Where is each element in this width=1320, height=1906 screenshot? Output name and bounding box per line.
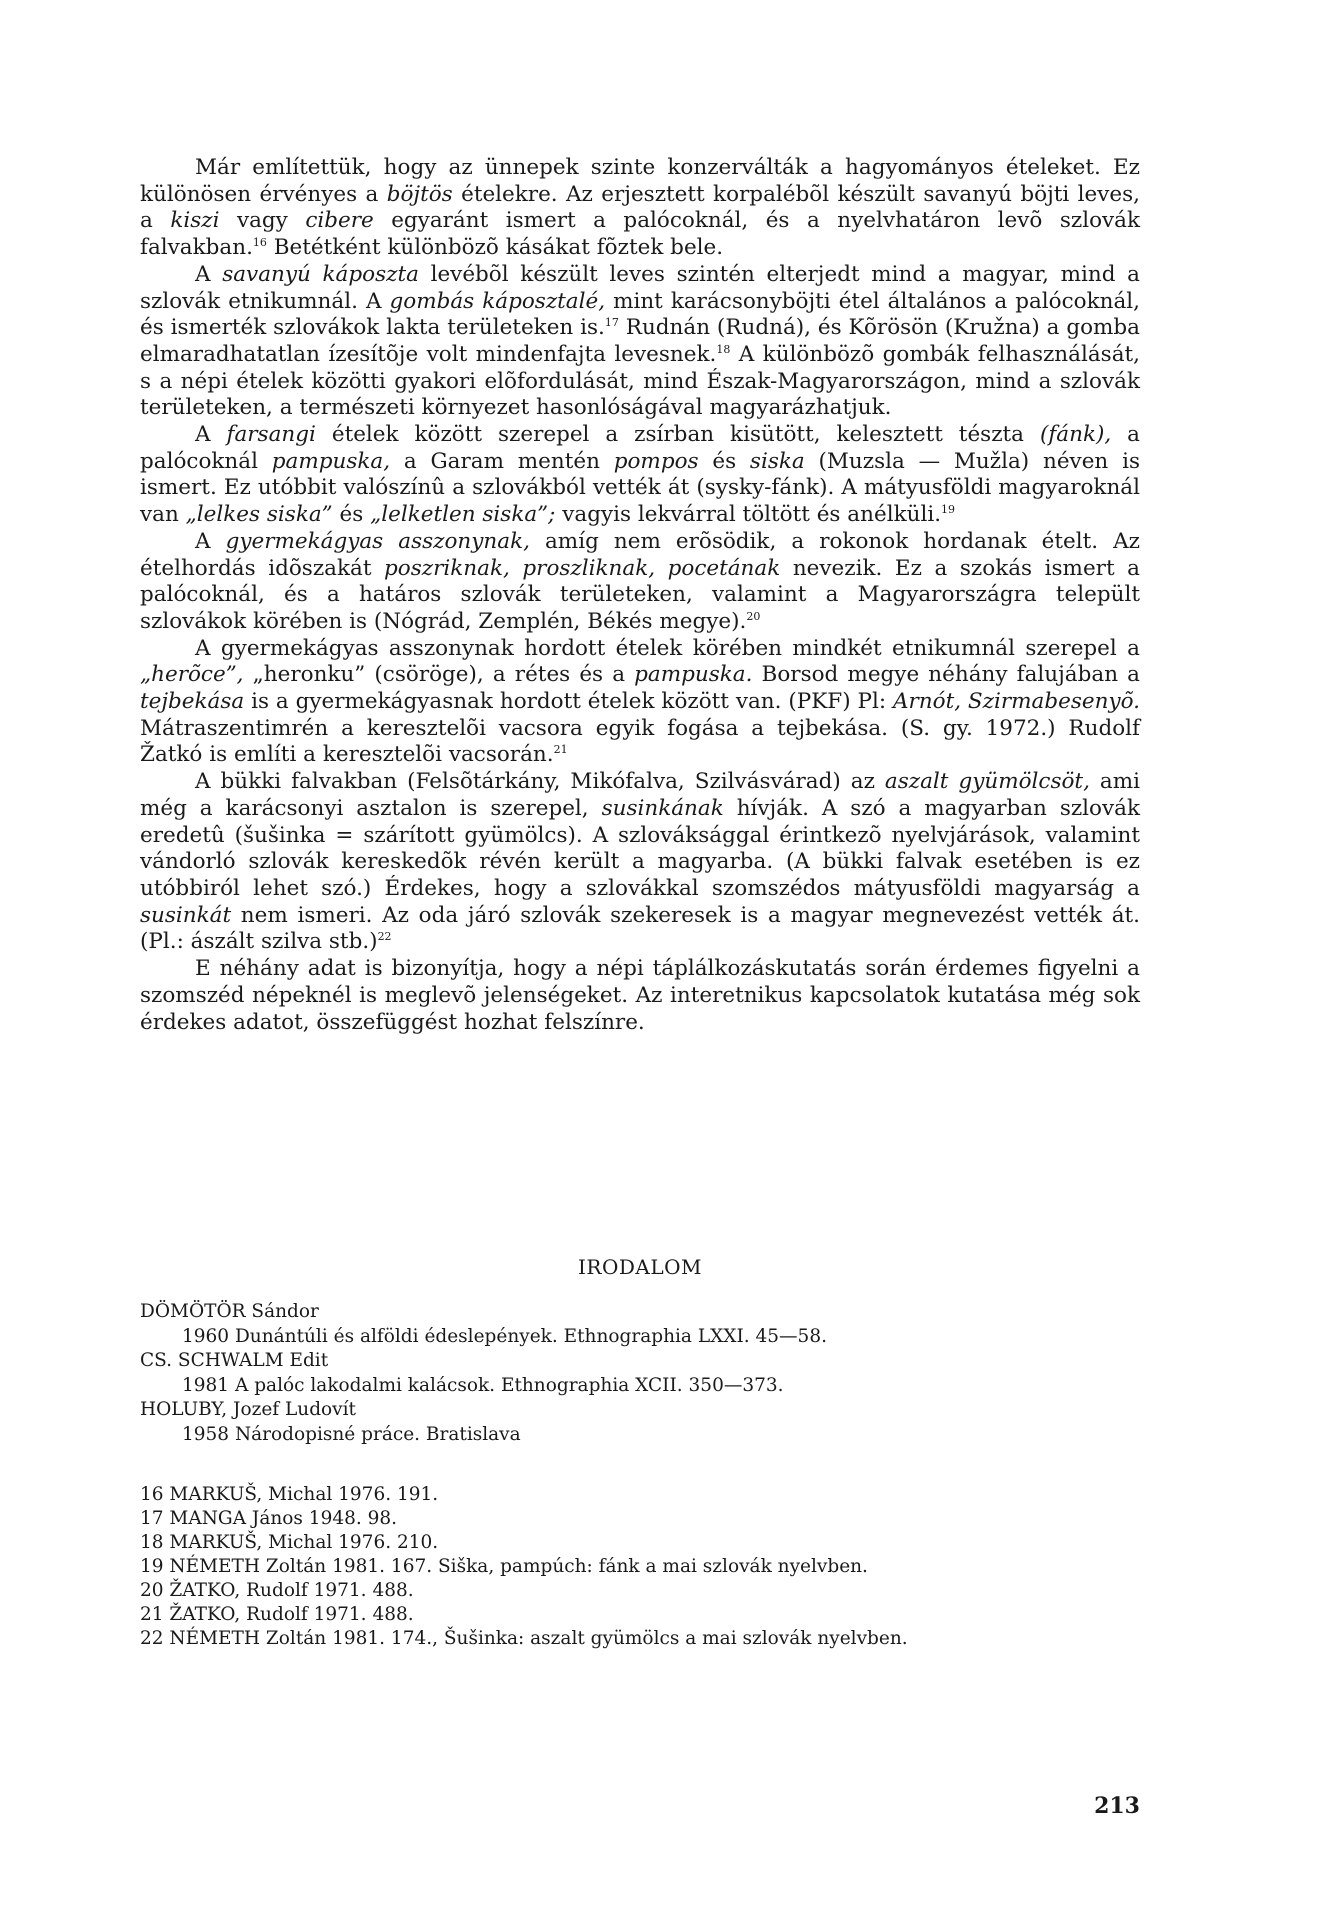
paragraph [140,529,1140,636]
text-run: A [195,261,223,287]
footnote: 18 MARKUŠ, Michal 1976. 210. [140,1532,439,1553]
italic-term: siska [749,448,805,474]
text-run: a Garam mentén [390,448,614,474]
italic-term: susinkát [140,902,232,928]
italic-term: gyermekágyas asszonynak, [225,528,530,554]
italic-term: poszriknak, proszliknak, pocetának [384,555,781,581]
text-run: Rudnán (Rudná), és Kõrösön (Kružna) a gomba elmaradhatatlan ízesítõje volt mindenfajta levesnek. [140,315,1140,367]
paragraph [140,422,1140,529]
italic-term: savanyú káposzta [222,261,419,287]
footnote-ref: 21 [553,743,568,757]
text-run: Már említettük, hogy az ünnepek szinte konzerválták a hagyományos ételeket. Ez különösen érvényes a [140,155,1140,207]
text-run: mint karácsonyböjti étel általános a palócoknál, és ismerték szlovákok lakta területeken is. [140,288,1141,341]
ref-entry: 1960 Dunántúli és alföldi édeslepények. Ethnographia LXXI. 45—58. [182,1325,827,1347]
italic-term: kiszi [170,208,220,234]
text-run: A gyermekágyas asszonynak hordott ételek körében mindkét etnikumnál szerepel a [195,635,1140,661]
italic-term: „lelkes siska” [185,502,333,528]
paragraph [140,262,1140,422]
footnotes [140,1483,1140,1651]
text-run: vagyis lekvárral töltött és anélküli. [555,502,942,528]
italic-term: gombás káposztalé, [389,288,606,314]
footnote: 22 NÉMETH Zoltán 1981. 174., Šušinka: aszalt gyümölcs a mai szlovák nyelvben. [140,1628,908,1649]
footnote-ref: 19 [941,502,956,516]
italic-term: susinkának [601,795,724,821]
italic-term: tejbekása [140,689,245,715]
ref-author: HOLUBY, Jozef Ludovít [140,1399,356,1420]
paragraph [140,769,1140,956]
italic-term: pampuska, [271,448,391,474]
italic-term: farsangi [226,422,316,448]
text-run: (Muzsla — Mužla) néven is ismert. Ez utóbbit valószínû a szlovákból vették át (sysky-fánk). A mátyusföldi magyaroknál van [140,448,1140,528]
italic-term: „herõce”, [140,662,244,688]
bibliography-heading: IRODALOM [578,1255,702,1279]
ref-entry: 1958 Národopisné práce. Bratislava [182,1423,521,1445]
footnote: 19 NÉMETH Zoltán 1981. 167. Siška, pampúch: fánk a mai szlovák nyelvben. [140,1556,868,1577]
text-run: nevezik. Ez a szokás ismert a palócoknál, és a határos szlovák területeken, valamint a Magyarországra települt szlovákok körében is (Nógrád, Zemplén, Békés megye). [140,555,1140,634]
ref-author: CS. SCHWALM Edit [140,1350,329,1371]
italic-term: aszalt gyümölcsöt, [884,769,1090,795]
text-run: ami még a karácsonyi asztalon is szerepel, [140,769,1140,821]
text-run: egyaránt ismert a palócoknál, és a nyelvhatáron levõ szlovák falvakban. [140,208,1141,261]
ref-author: DÖMÖTÖR Sándor [140,1301,319,1322]
text-run: nem ismeri. Az oda járó szlovák szekeresek is a magyar megnevezést vették át. (Pl.: ászált szilva stb.) [140,902,1140,955]
text-run: amíg nem erõsödik, a rokonok hordanak ételt. Az ételhordás idõszakát [140,528,1140,581]
text-run: és [698,448,750,474]
text-run: a palócoknál [140,422,1140,474]
paragraph [140,956,1140,1036]
footnote-ref: 18 [716,342,731,356]
footnote: 20 ŽATKO, Rudolf 1971. 488. [140,1580,414,1601]
body-text [140,155,1140,1036]
text-run: ételek között szerepel a zsírban kisütött, kelesztett tészta [315,422,1040,448]
italic-term: cibere [305,208,374,234]
text-run: Borsod megye néhány falujában a [752,662,1140,688]
footnote-ref: 20 [746,609,761,623]
text-run: hívják. A szó a magyarban szlovák eredetû (šušinka = szárított gyümölcs). A szlováksággal érintkezõ nyelvjárások, valamint vándorló szlovák kereskedõk révén került a magyarba. (A bükki falvak esetében is ez utóbbiról lehet szó.) Érdekes, hogy a szlovákkal szomszédos mátyusföldi magyarság a [140,795,1140,901]
text-run: ételekre. Az erjesztett korpalébõl készült savanyú böjti leves, a [140,181,1140,234]
text-run: vagy [219,208,306,234]
italic-term: „lelketlen siska”; [370,502,556,528]
footnote: 21 ŽATKO, Rudolf 1971. 488. [140,1604,414,1625]
footnote-ref: 17 [604,316,619,330]
footnote-ref: 16 [252,235,267,249]
bibliography-list [140,1300,1140,1447]
text-run: A különbözõ gombák felhasználását, s a népi ételek közötti gyakori elõfordulását, mind Észak-Magyarországon, mind a szlovák területeken, a természeti környezet hasonlóságával magyarázhatjuk. [140,341,1140,421]
italic-term: Arnót, Szirmabesenyõ. [892,689,1140,715]
italic-term: böjtös [386,181,453,207]
paragraph [140,636,1140,770]
italic-term: pampuska. [634,662,753,688]
text-run: A [195,528,226,554]
paragraph [140,155,1140,262]
text-run: Betétként különbözõ kásákat fõztek bele. [266,235,724,261]
ref-entry: 1981 A palóc lakodalmi kalácsok. Ethnographia XCII. 350—373. [182,1374,784,1396]
text-run: A bükki falvakban (Felsõtárkány, Mikófalva, Szilvásvárad) az [195,769,885,795]
text-run: is a gyermekágyasnak hordott ételek között van. (PKF) Pl: [244,689,893,715]
text-run: A [195,422,227,448]
text-run: Mátraszentimrén a keresztelõi vacsora egyik fogása a tejbekása. (S. gy. 1972.) Rudolf Žatkó is említi a keresztelõi vacsorán. [140,715,1140,768]
text-run: „heronku” (csöröge), a rétes és a [243,662,635,688]
text-run: és [332,502,371,528]
italic-term: pompos [613,448,699,474]
footnote-ref: 22 [377,930,392,944]
footnote: 16 MARKUŠ, Michal 1976. 191. [140,1484,439,1505]
page-number: 213 [1094,1793,1140,1819]
footnote: 17 MANGA János 1948. 98. [140,1508,398,1529]
text-run: levébõl készült leves szintén elterjedt mind a magyar, mind a szlovák etnikumnál. A [140,261,1140,314]
text-run: E néhány adat is bizonyítja, hogy a népi táplálkozáskutatás során érdemes figyelni a szomszéd népeknél is meglevõ jelenségeket. Az interetnikus kapcsolatok kutatása még sok érdekes adatot, összefüggést hozhat felszínre. [140,956,1140,1035]
italic-term: (fánk), [1039,422,1112,448]
